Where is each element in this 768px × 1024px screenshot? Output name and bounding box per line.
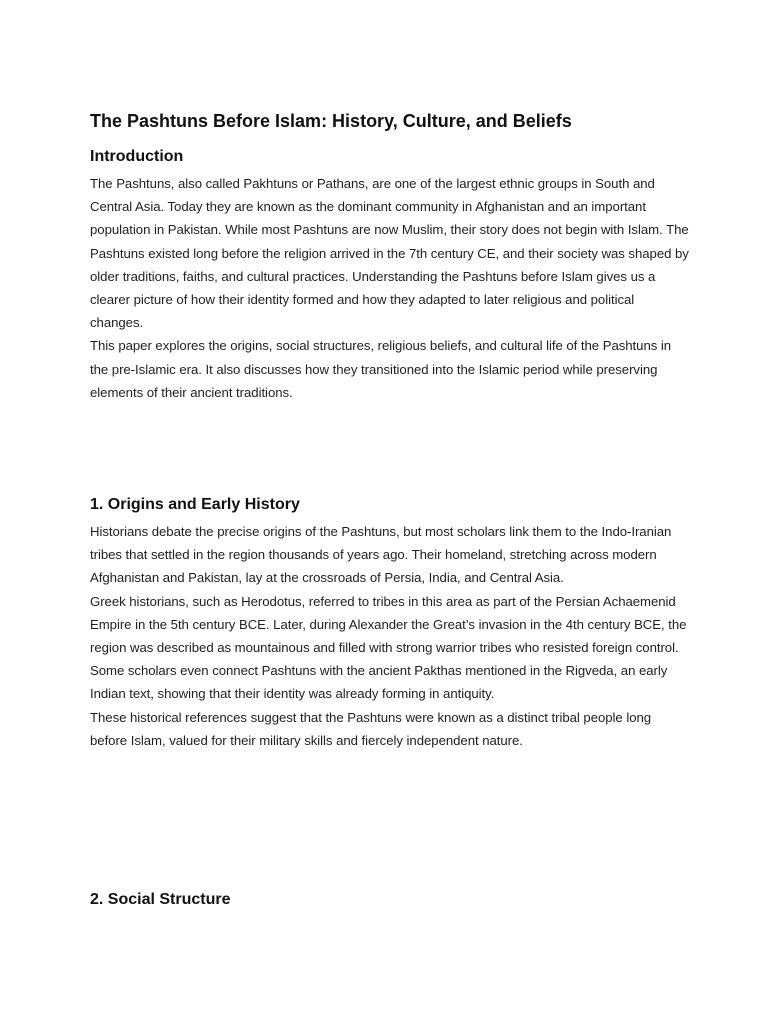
section-heading-origins: 1. Origins and Early History <box>90 496 300 513</box>
section-body-introduction <box>90 172 690 404</box>
paragraph: Historians debate the precise origins of the Pashtuns, but most scholars link them to the Indo-Iranian tribes that settled in the region thousands of years ago. Their homeland, stretching across modern Afghanistan and Pakistan, lay at the crossroads of Persia, India, and Central Asia. <box>90 524 672 586</box>
section-heading-social-structure: 2. Social Structure <box>90 891 231 908</box>
section-body-origins <box>90 520 690 752</box>
section-heading-introduction: Introduction <box>90 148 184 165</box>
document-page <box>90 0 690 1024</box>
paragraph: Greek historians, such as Herodotus, referred to tribes in this area as part of the Persian Achaemenid Empire in the 5th century BCE. Later, during Alexander the Great’s invasion in the 4th century BCE, the region was described as mountainous and filled with strong warrior tribes who resisted foreign control. Some scholars even connect Pashtuns with the ancient Pakthas mentioned in the Rigveda, an early Indian text, showing that their identity was already forming in antiquity. <box>90 593 687 702</box>
document-title: The Pashtuns Before Islam: History, Culture, and Beliefs <box>90 111 572 131</box>
paragraph: These historical references suggest that the Pashtuns were known as a distinct tribal people long before Islam, valued for their military skills and fiercely independent nature. <box>90 709 652 748</box>
paragraph: This paper explores the origins, social structures, religious beliefs, and cultural life of the Pashtuns in the pre-Islamic era. It also discusses how they transitioned into the Islamic period while preserving elements of their ancient traditions. <box>90 338 672 400</box>
paragraph: The Pashtuns, also called Pakhtuns or Pathans, are one of the largest ethnic groups in South and Central Asia. Today they are known as the dominant community in Afghanistan and an important population in Pakistan. While most Pashtuns are now Muslim, their story does not begin with Islam. The Pashtuns existed long before the religion arrived in the 7th century CE, and their society was shaped by older traditions, faiths, and cultural practices. Understanding the Pashtuns before Islam gives us a clearer picture of how their identity formed and how they adapted to later religious and political changes. <box>90 176 689 331</box>
